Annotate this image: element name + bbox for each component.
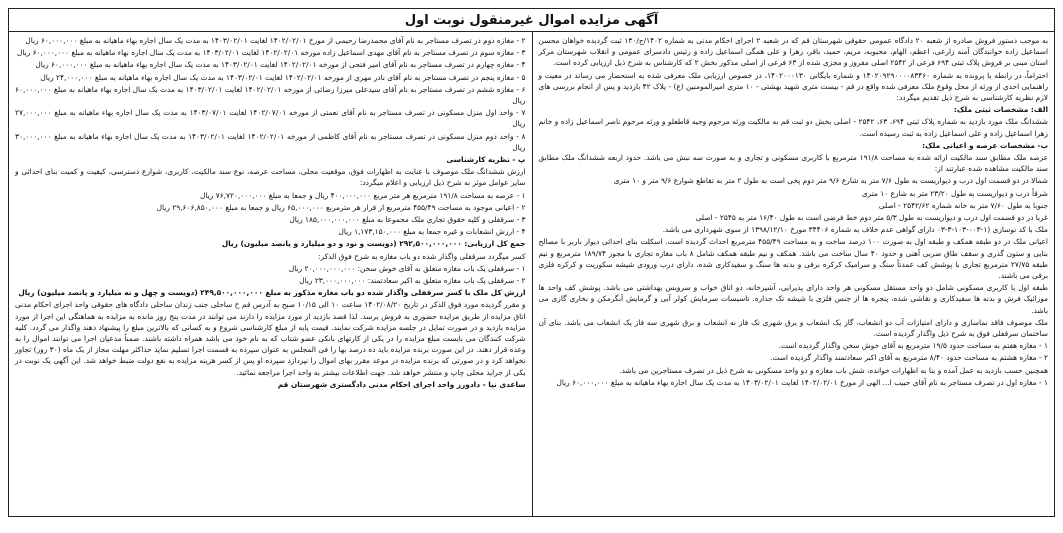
notice-body [9, 32, 1054, 516]
right-column-paragraph: احتراماً، در رابطه با پرونده به شماره ۱۴۰۲۰۹۲۹۰۰۰۰۸۳۴۶۰ و شماره بایگانی ۱۴۰۲۰۰۰۱۳۰، در خصوص ارزیابی ملک معرفی شده به استحضار می رساند در معیت و راهنمایی احدی از ورثه از محل وقوع ملک معرفی شده واقع در قم - بیست متری شهید بهشتی - ۱۰ متری امیرالمومنین (ع) - پلاک ۴۲ بازدید و پس از انجام بررسی های لازم نظریه کارشناسی به شرح ذیل تقدیم میگردد: [538, 70, 1049, 103]
left-column-paragraph: ساعدی نیا - دادورز واحد اجرای احکام مدنی دادگستری شهرستان قم [277, 379, 526, 389]
right-column-paragraph: شرقاً درب و دیواریست به طول ۲۳/۲۰ متر به شارع ۱۰ متری [861, 188, 1048, 198]
right-column-paragraph: غربا در دو قسمت اول درب و دیواریست به طول ۵/۳ متر دوم خط فرضی است به طول ۱۶/۴۰ متر به ۲۵۴۵ - اصلی [695, 213, 1048, 223]
left-column-paragraph: ۱ - عرصه به مساحت ۱۹۱/۸ مترمربع هر متر مربع ۴۰۰,۰۰۰,۰۰۰ ریال و جمعا به مبلغ ۷۶,۷۲۰,۰۰۰,۰۰۰ ریال [200, 190, 526, 200]
right-column-paragraph: اعیانی ملک در دو طبقه همکف و طبقه اول به صورت ۱۰۰ درصد ساخت و به مساحت ۴۵۵/۴۹ مترمربع احداث گردیده است. اسکلت بنای احداثی دیوار باربر با مصالح بنایی و ستون گذری و سقف طاق ضربی آهنی و حدود ۴۰ سال ساخت می باشد. همکف و نیم طبقه همکف شامل ۸ باب مغازه تجاری با مجوز ۱۸۹/۷۴ مترمربع و نیم طبقه ۲۷/۷۵ مترمربع تجاری با پوشش کف عمدتاً سنگ و سرامیک کرکره برقی و بدنه ها سنگ و سفیدکاری شده، دارای درب ورودی شیشه سکوریت و کرکره فلزی برقی می باشند. [538, 237, 1048, 281]
left-column-paragraph: ۸ - واحد دوم منزل مسکونی در تصرف مستاجر به نام آقای کاظمی از مورخه ۱۴۰۲/۰۲/۰۱ لغایت ۱۴۰۳/۰۲/۰۱ به مدت یک سال اجاره بهاء ماهیانه به مبلغ ۳۰,۰۰۰,۰۰۰ ریال [15, 131, 526, 152]
left-column-paragraph: ارزش ششدانگ ملک موصوف با عنایت به اظهارات فوق، موقعیت محلی، مساحت عرصه، نوع سند مالکیت، کاربری، شوارع دسترسی، کیفیت و کمیت بنای احداثی و سایر عوامل موثر به شرح ذیل ارزیابی و اعلام میگردد: [15, 167, 526, 188]
right-column-paragraph: طبقه اول با کاربری مسکونی شامل دو واحد مستقل مسکونی هر واحد دارای پذیرایی، آشپزخانه، دو اتاق خواب و سرویس بهداشتی می باشد. پوشش کف واحد ها موزائیک فرش و بدنه ها سفیدکاری و نقاشی شده، پنجره ها از جنس فلزی با شیشه تک جداره. تاسیسات سرمایش کولر آبی و گرمایش آبگرمکن و بخاری گازی می باشد. [538, 283, 1048, 315]
title-bar [9, 9, 1054, 32]
left-column-paragraph: ۵ - مغازه پنجم در تصرف مستاجر به نام آقای نادر مهری از مورخه ۱۴۰۲/۰۲/۰۱ لغایت ۱۴۰۳/۰۲/۰۱ به مدت یک سال اجاره بهاء ماهیانه به مبلغ ۲۴,۰۰۰,۰۰۰ ریال [40, 72, 526, 82]
right-column-paragraph: ب- مشخصات عرصه و اعیانی ملک: [922, 140, 1048, 150]
left-column-paragraph: پ - نظریه کارشناسی [446, 155, 526, 165]
left-column-paragraph: ۶ - مغازه ششم در تصرف مستاجر به نام آقای سیدعلی میرزا رضائی از مورخه ۱۴۰۲/۰۲/۰۱ لغایت ۱۴۰۳/۰۲/۰۱ به مدت یک سال اجاره بهاء ماهیانه به مبلغ ۶۰,۰۰۰,۰۰۰ ریال [15, 84, 526, 106]
notice-title: آگهی مزایده اموال غیرمنقول نوبت اول [404, 12, 659, 28]
right-column-paragraph: الف: مشخصات ثبتی ملک: [953, 105, 1048, 115]
right-column [532, 32, 1055, 516]
left-column-paragraph: ۱ - سرقفلی یک باب مغازه متعلق به آقای خوش سخن: ۲۰,۰۰۰,۰۰۰,۰۰۰ ریال [288, 263, 526, 273]
left-column-paragraph: ۴ - ارزش انشعابات و غیره جمعا به مبلغ ۱,۱۷۳,۱۵۰,۰۰۰ ریال [338, 227, 526, 237]
right-column-paragraph: عرصه ملک مطابق سند مالکیت ارائه شده به مساحت ۱۹۱/۸ مترمربع با کاربری مسکونی و تجاری و به صورت سه نبش می باشد. حدود اربعه ششدانگ ملک مطابق سند مالکیت مشاهده شده عبارتند از: [538, 153, 1048, 174]
auction-notice [8, 8, 1055, 517]
left-column-paragraph: ۲ - اعیانی موجود به مساحت ۴۵۵/۴۹ مترمربع از قرار هر مترمربع ۶۵,۰۰۰,۰۰۰ ریال و جمعا به مبلغ ۲۹,۶۰۶,۸۵۰,۰۰۰ ریال [156, 202, 526, 212]
right-column-paragraph: شمالا در دو قسمت اول درب و دیواریست به طول ۷/۶ متر به شارع ۹/۶ متر دوم پخی است به طول ۲ متر به تقاطع شوارع ۹/۶ متر و ۱۰ متری [613, 176, 1048, 186]
left-column-paragraph: ۳ - مغازه سوم در تصرف مستاجر به نام آقای مهدی اسماعیل زاده مورخه ۱۴۰۲/۰۲/۰۱ لغایت ۱۴۰۳/۰۲/۰۱ به مدت یک سال اجاره بهاء ماهیانه به مبلغ ۶۰,۰۰۰,۰۰۰ ریال [17, 48, 526, 58]
left-column-paragraph: ۲ - سرقفلی یک باب مغازه متعلق به اکبر سعادتمند: ۲۳,۰۰۰,۰۰۰,۰۰۰ ریال [299, 276, 526, 286]
right-column-paragraph: به موجب دستور فروش صادره از شعبه ۲۰ دادگاه عمومی حقوقی شهرستان قم که در شعبه ۲ اجرای احکام مدنی به شماره ۱۴۰۲/ج/۱۳۰ ثبت گردیده خواهان محسن اسماعیل زاده خوانندگان آمنه زارعی، اعظم، الهام، محبوبه، مریم، حمید، باقر، زهرا و علی همگی اسماعیل زاده و رئیس دادسرای عمومی و انقلاب شهرستان مرکز استان مبنی بر فروش پلاک ثبتی ۶۹۴ فرعی از ۲۵۴۲ اصلی مفروز و مجزی شده از ۶۳ فرعی از اصلی مذکور بخش ۲ که کارشناس به شرح ذیل ارزیابی کرده است. [538, 36, 1049, 68]
left-column-paragraph: کسر میگردد سرقفلی واگذار شده دو باب مغازه به شرح فوق الذکر: [318, 251, 526, 261]
right-column-paragraph: ۱ - مغازه اول در تصرف مستاجر به نام آقای حبیب ا... الهی از مورخ ۱۴۰۲/۰۲/۰۱ لغایت ۱۴۰۳/۰۲/۰۱ به مدت یک سال اجاره بهاء ماهیانه به مبلغ ۶۰,۰۰۰,۰۰۰ ریال [556, 377, 1048, 387]
right-column-paragraph: جنوبا به طول ۷/۶۰ متر به خانه شماره ۲۵۴۲/۶۲ - اصلی [878, 200, 1048, 210]
left-column-paragraph: ۳ - سرقفلی و کلیه حقوق تجاری ملک مجموعا به مبلغ ۱۸۵,۰۰۰,۰۰۰,۰۰۰ ریال [289, 215, 526, 225]
right-column-paragraph: ملک با کد نوسازی (۱-۰۰۳-۱۰۳-۳-۰۳ دارای گواهی عدم خلاف به شماره ۳۴۴۰۶ مورخ ۱۳۹۸/۱۲/۱۰ از سوی شهرداری می باشد. [662, 225, 1048, 235]
left-column-paragraph: ۷ - واحد اول منزل مسکونی در تصرف مستاجر به نام آقای نعمتی از مورخه ۱۴۰۲/۰۷/۰۱ لغایت ۱۴۰۳/۰۷/۰۱ به مدت یک سال اجاره بهاء ماهیانه به مبلغ ۲۷,۰۰۰,۰۰۰ ریال [15, 108, 526, 129]
left-column-paragraph: ۲ - مغازه دوم در تصرف مستاجر به نام آقای محمدرضا رحیمی از مورخ ۱۴۰۲/۰۲/۰۱ لغایت ۱۴۰۳/۰۲/۰۱ به مدت یک سال اجاره بهاء ماهیانه به مبلغ ۶۰,۰۰۰,۰۰۰ ریال [25, 36, 526, 45]
right-column-paragraph: همچنین حسب بازدید به عمل آمده و بنا به اظهارات خوانده، شش باب مغازه و دو واحد مسکونی به شرح ذیل در تصرف مستاجرین می باشد. [619, 365, 1048, 375]
left-column-paragraph: و مقرر گردیده مورد فوق الذکر در تاریخ ۱۴۰۲/۰۸/۲۰ ساعت ۱۰ الی ۱۰/۱۵ صبح به آدرس قم خ ساحلی جنب زندان ساحلی دادگاه های حقوقی واحد اجرای احکام مدنی اتاق مزایده از طریق مزایده حضوری به فروش برسد. لذا قصد بازدید از مورد مزایده را دارند می توانند در مدت پنج روز مانده به مزایده به هماهنگی این اجرا از مورد مزایده بازدید و در صورت تمایل در جلسه مزایده شرکت نمایند. قیمت پایه از مبلغ کارشناسی شروع و به کسانی که بالاترین مبلغ را پیشنهاد دهند واگذار می گردد. کلیه شرکت کنندگان می بایست مبلغ مزایده را در یکی از کارتهای بانکی عضو شتاب که به نام خود می باشد همراه داشته باشند. ضمناً مدعیان اجرا می توانند اموال را به وعده قرار دهند. در این صورت برنده مزایده باید ده درصد بها را فی المجلس به عنوان سپرده به قسمت اجرا تسلیم نماید حداکثر مهلت مجاز از یک ماه (۳۰ روز) تجاوز نخواهد کرد و در صورتی که برنده مزایده در موعد مقرر بهای اموال را نپردازد سپرده او پس از کسر هزینه مزایده به نفع دولت ضبط خواهد شد. این آگهی یک نوبت در یکی از جراید محلی چاپ و منتشر خواهد شد. جهت اطلاعات بیشتر به واحد اجرا مراجعه نمائید. [15, 300, 526, 377]
right-column-paragraph: ششدانگ ملک مورد بازدید به شماره پلاک ثبتی ۶۹۴، ۶۳، ۲۵۴۲ - اصلی بخش دو ثبت قم به مالکیت ورثه مرحوم وجیه قاطعلو و ورثه مرحوم ناصر اسماعیل زاده و خانم زهرا اسماعیل زاده و علی اسماعیل زاده به ثبت رسیده است. [538, 117, 1048, 138]
left-column-paragraph: ۴ - مغازه چهارم در تصرف مستاجر به نام آقای امیر فتحی از مورخه ۱۴۰۲/۰۲/۰۱ لغایت ۱۴۰۳/۰۲/۰۱ به مدت یک سال اجاره بهاء ماهیانه به مبلغ ۶۰,۰۰۰,۰۰۰ ریال [35, 60, 526, 70]
right-column-paragraph: ملک موصوف فاقد نماسازی و دارای امتیازات آب دو انشعاب، گاز یک انشعاب و برق شهری تک فاز نه انشعاب و برق شهری سه فاز یک انشعاب می باشد. بنای آن ساختمان سرقفلی فوق به شرح ذیل واگذار گردیده است. [538, 317, 1048, 339]
left-column-paragraph: جمع کل ارزیابی: ۲۹۲,۵۰۰,۰۰۰,۰۰۰ (دویست و نود و دو میلیارد و پانصد میلیون) ریال [221, 239, 526, 249]
left-column-paragraph: ارزش کل ملک با کسر سرقفلی واگذار شده دو باب مغازه مذکور به مبلغ ۲۴۹,۵۰۰,۰۰۰,۰۰۰ (دویست و چهل و نه میلیارد و پانصد میلیون) ریال [18, 288, 526, 298]
right-column-paragraph: ۱ - مغازه هفتم به مساحت حدود ۱۹/۵ مترمربع به آقای خوش سخن واگذار گردیده است. [778, 341, 1048, 351]
left-column [9, 32, 532, 516]
right-column-paragraph: ۲ - مغازه هشتم به مساحت حدود ۸/۴۰ مترمربع به آقای اکبر سعادتمند واگذار گردیده است. [770, 353, 1048, 363]
